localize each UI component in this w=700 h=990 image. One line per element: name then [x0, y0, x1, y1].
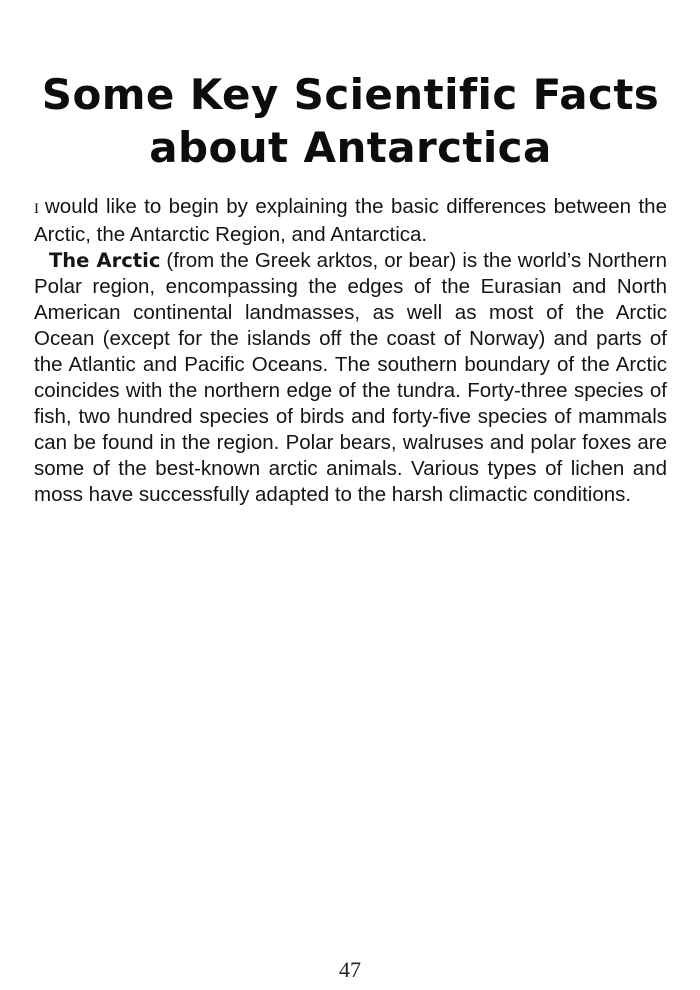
arctic-paragraph	[34, 248, 667, 508]
intro-paragraph-text: would like to begin by explaining the basic differences between the Arctic, the Antarctic Region, and Antarctica.	[34, 195, 667, 246]
title-line-1: Some Key Scientific Facts	[41, 70, 660, 119]
page-title	[34, 68, 667, 174]
initial-letter: I	[34, 201, 39, 217]
page-number: 47	[339, 957, 361, 982]
body-text	[34, 194, 667, 508]
title-line-2: about Antarctica	[149, 123, 552, 172]
arctic-term: The Arctic	[49, 249, 161, 272]
intro-paragraph	[34, 194, 667, 248]
arctic-paragraph-text: (from the Greek arktos, or bear) is the world’s Northern Polar region, encompassing the edges of the Eurasian and North American continental landmasses, as well as most of the Arctic Ocean (except for the islands off the coast of Norway) and parts of the Atlantic and Pacific Oceans. The southern boundary of the Arctic coincides with the northern edge of the tundra. Forty-three species of fish, two hundred species of birds and forty-five species of mammals can be found in the region. Polar bears, walruses and polar foxes are some of the best-known arctic animals. Various types of lichen and moss have successfully adapted to the harsh climactic conditions.	[34, 249, 667, 506]
